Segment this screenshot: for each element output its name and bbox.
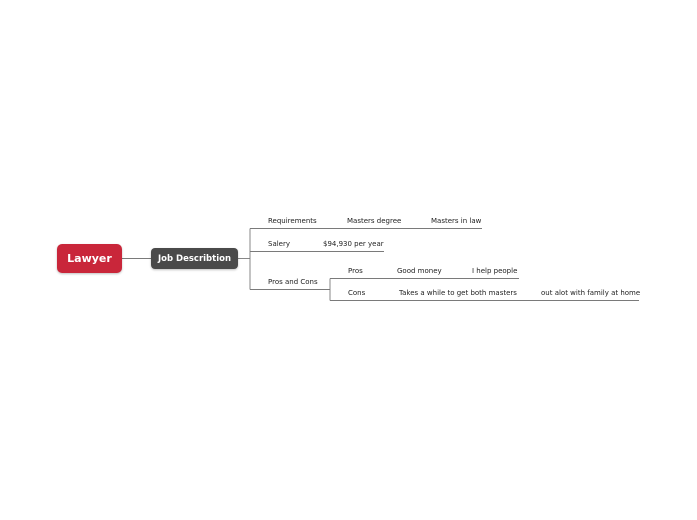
cons-item[interactable]: out alot with family at home bbox=[541, 289, 641, 297]
requirement-item[interactable]: Masters degree bbox=[347, 217, 402, 225]
main-topic-label: Job Describtion bbox=[157, 253, 232, 264]
cons-item[interactable]: Takes a while to get both masters bbox=[399, 289, 517, 297]
branch-salary[interactable]: Salery bbox=[268, 240, 291, 248]
salary-item[interactable]: $94,930 per year bbox=[323, 240, 384, 248]
pros-item[interactable]: I help people bbox=[472, 267, 518, 275]
branch-pros-and-cons[interactable]: Pros and Cons bbox=[268, 278, 318, 286]
requirement-item[interactable]: Masters in law bbox=[431, 217, 482, 225]
subbranch-pros[interactable]: Pros bbox=[348, 267, 363, 275]
root-topic-lawyer[interactable] bbox=[57, 244, 122, 273]
root-topic-label: Lawyer bbox=[67, 252, 112, 265]
branch-requirements[interactable]: Requirements bbox=[268, 217, 317, 225]
pros-item[interactable]: Good money bbox=[397, 267, 442, 275]
subbranch-cons[interactable]: Cons bbox=[348, 289, 366, 297]
main-topic-job-description[interactable] bbox=[151, 248, 238, 269]
